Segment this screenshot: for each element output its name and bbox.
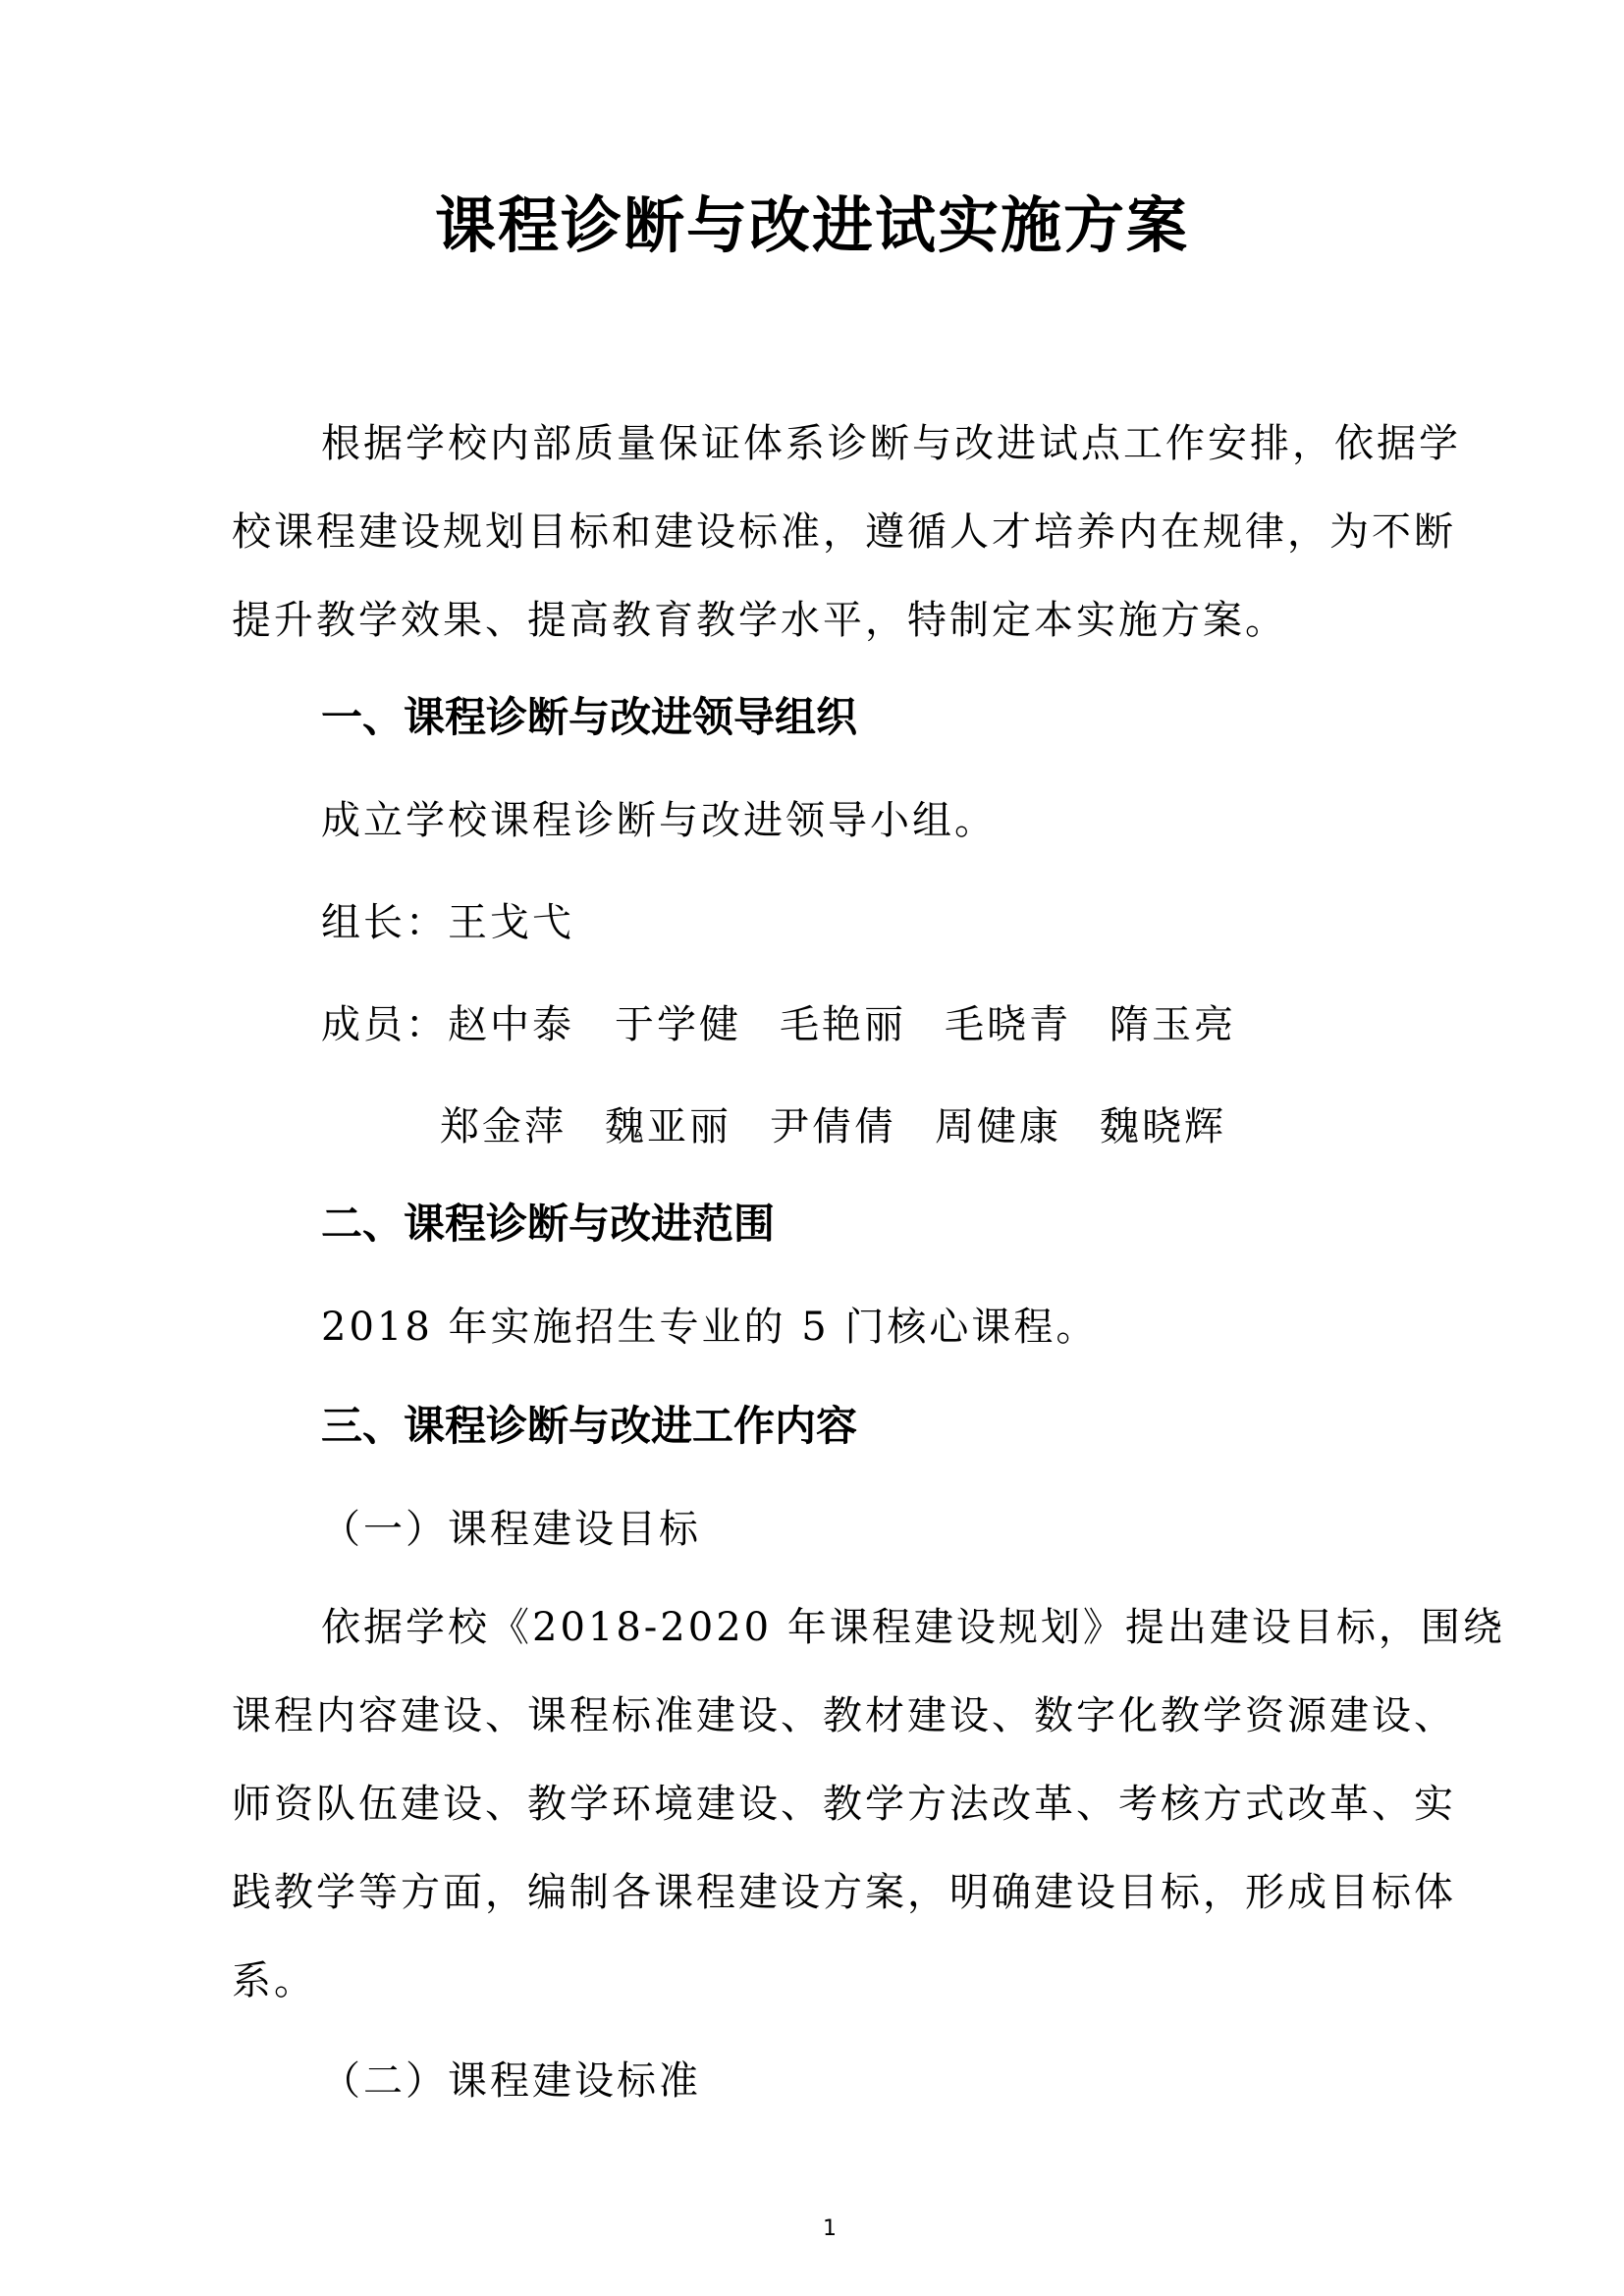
leader-label: 组长： <box>321 900 448 945</box>
leader-name: 王戈弋 <box>448 900 574 945</box>
subsection-1-line-5: 系。 <box>232 1958 316 2003</box>
subsection-1-line-2: 课程内容建设、课程标准建设、教材建设、数字化教学资源建设、 <box>232 1693 1456 1738</box>
section-2-text: 2018 年实施招生专业的 5 门核心课程。 <box>321 1305 1099 1350</box>
members-row-2 <box>440 1103 1226 1150</box>
member-name: 尹倩倩 <box>770 1104 896 1149</box>
members-row-1 <box>321 1001 1236 1048</box>
subsection-1-heading: （一）课程建设目标 <box>321 1507 701 1552</box>
intro-line-2: 校课程建设规划目标和建设标准，遵循人才培养内在规律，为不断 <box>232 509 1456 555</box>
subsection-2-heading: （二）课程建设标准 <box>321 2058 701 2104</box>
subsection-1-line-1: 依据学校《2018-2020 年课程建设规划》提出建设目标，围绕 <box>321 1605 1505 1650</box>
member-name: 隋玉亮 <box>1110 1002 1236 1047</box>
intro-line-3: 提升教学效果、提高教育教学水平，特制定本实施方案。 <box>232 598 1287 643</box>
section-3-heading: 三、课程诊断与改进工作内容 <box>321 1402 858 1450</box>
subsection-1-line-3: 师资队伍建设、教学环境建设、教学方法改革、考核方式改革、实 <box>232 1782 1456 1827</box>
member-name: 于学健 <box>615 1002 741 1047</box>
member-name: 毛晓青 <box>945 1002 1071 1047</box>
member-name: 郑金萍 <box>440 1104 567 1149</box>
member-name: 周健康 <box>935 1104 1061 1149</box>
section-1-text: 成立学校课程诊断与改进领导小组。 <box>321 798 997 843</box>
document-title: 课程诊断与改进试实施方案 <box>434 189 1189 261</box>
section-1-heading: 一、课程诊断与改进领导组织 <box>321 693 858 741</box>
subsection-1-line-4: 践教学等方面，编制各课程建设方案，明确建设目标，形成目标体 <box>232 1870 1456 1915</box>
page-number: 1 <box>823 2216 837 2241</box>
member-name: 毛艳丽 <box>780 1002 906 1047</box>
member-name: 魏晓辉 <box>1100 1104 1226 1149</box>
member-name: 魏亚丽 <box>605 1104 731 1149</box>
members-label: 成员： <box>321 1002 448 1047</box>
member-name: 赵中泰 <box>448 1002 574 1047</box>
intro-line-1: 根据学校内部质量保证体系诊断与改进试点工作安排，依据学 <box>321 421 1461 466</box>
section-2-heading: 二、课程诊断与改进范围 <box>321 1200 776 1248</box>
leader-line <box>321 899 574 946</box>
